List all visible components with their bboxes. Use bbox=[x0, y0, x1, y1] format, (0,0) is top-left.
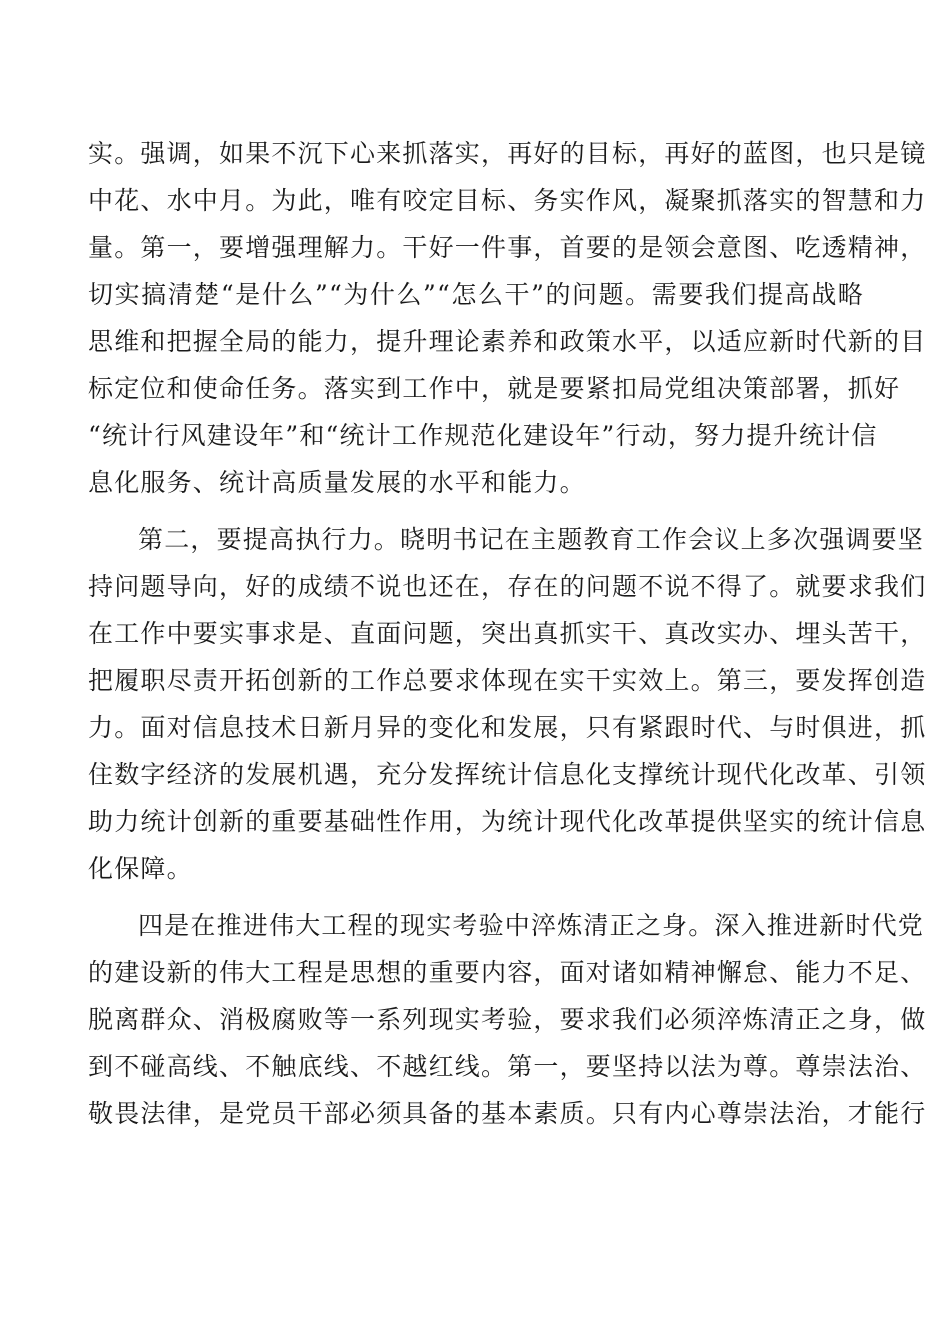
paragraph-2-line-7: 助力统计创新的重要基础性作用，为统计现代化改革提供坚实的统计信息 bbox=[88, 807, 927, 836]
paragraph-2-line-6: 住数字经济的发展机遇，充分发挥统计信息化支撑统计现代化改革、引领 bbox=[88, 760, 927, 789]
paragraph-2-line-1: 第二，要提高执行力。晓明书记在主题教育工作会议上多次强调要坚 bbox=[138, 525, 925, 554]
paragraph-2-line-5: 力。面对信息技术日新月异的变化和发展，只有紧跟时代、与时俱进，抓 bbox=[88, 713, 927, 742]
paragraph-2-line-8: 化保障。 bbox=[88, 854, 193, 883]
paragraph-3-line-5: 敬畏法律，是党员干部必须具备的基本素质。只有内心尊崇法治，才能行 bbox=[88, 1099, 927, 1128]
paragraph-2-line-3: 在工作中要实事求是、直面问题，突出真抓实干、真改实办、埋头苦干， bbox=[88, 619, 927, 648]
paragraph-1-line-6: 标定位和使命任务。落实到工作中，就是要紧扣局党组决策部署，抓好 bbox=[88, 374, 901, 403]
paragraph-1-line-3: 量。第一，要增强理解力。干好一件事，首要的是领会意图、吃透精神， bbox=[88, 233, 927, 262]
paragraph-3-line-1: 四是在推进伟大工程的现实考验中淬炼清正之身。深入推进新时代党 bbox=[138, 911, 925, 940]
document-body bbox=[88, 130, 927, 1137]
paragraph-1-line-5: 思维和把握全局的能力，提升理论素养和政策水平，以适应新时代新的目 bbox=[88, 327, 927, 356]
paragraph-3-line-3: 脱离群众、消极腐败等一系列现实考验，要求我们必须淬炼清正之身，做 bbox=[88, 1005, 927, 1034]
paragraph-gap bbox=[88, 892, 864, 902]
paragraph-3-line-4: 到不碰高线、不触底线、不越红线。第一，要坚持以法为尊。尊崇法治、 bbox=[88, 1052, 927, 1081]
paragraph-1-line-2: 中花、水中月。为此，唯有咬定目标、务实作风，凝聚抓落实的智慧和力 bbox=[88, 186, 927, 215]
paragraph-gap bbox=[88, 506, 864, 516]
paragraph-1-line-7: “统计行风建设年”和“统计工作规范化建设年”行动，努力提升统计信 bbox=[88, 421, 878, 450]
paragraph-1-line-4: 切实搞清楚“是什么”“为什么”“怎么干”的问题。需要我们提高战略 bbox=[88, 280, 864, 309]
paragraph-1-line-1: 实。强调，如果不沉下心来抓落实，再好的目标，再好的蓝图，也只是镜 bbox=[88, 139, 927, 168]
paragraph-1-line-8: 息化服务、统计高质量发展的水平和能力。 bbox=[88, 468, 586, 497]
paragraph-2-line-4: 把履职尽责开拓创新的工作总要求体现在实干实效上。第三，要发挥创造 bbox=[88, 666, 927, 695]
paragraph-2-line-2: 持问题导向，好的成绩不说也还在，存在的问题不说不得了。就要求我们 bbox=[88, 572, 927, 601]
paragraph-3-line-2: 的建设新的伟大工程是思想的重要内容，面对诸如精神懈怠、能力不足、 bbox=[88, 958, 927, 987]
